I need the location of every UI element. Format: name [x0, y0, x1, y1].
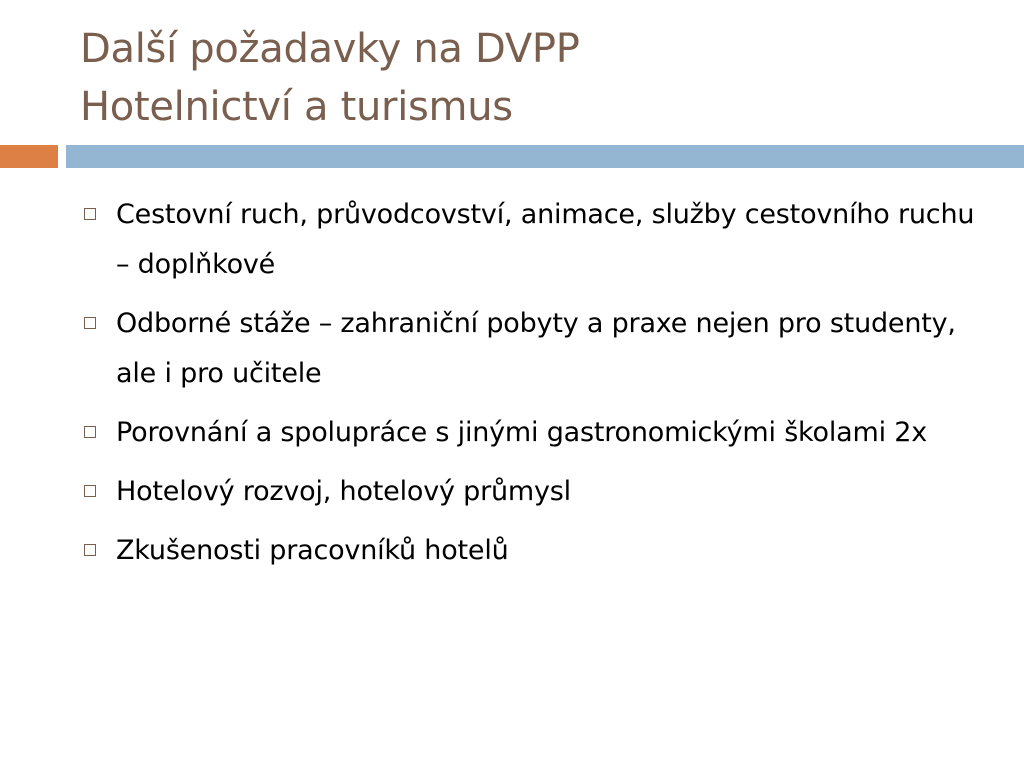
square-bullet-icon: [84, 426, 96, 438]
slide-title-line-2: Hotelnictví a turismus: [80, 84, 513, 130]
bullet-item: [80, 526, 980, 576]
bullet-text: Odborné stáže – zahraniční pobyty a praxe nejen pro studenty, ale i pro učitele: [116, 308, 956, 389]
square-bullet-icon: [84, 485, 96, 497]
slide-title: [80, 20, 980, 136]
square-bullet-icon: [84, 208, 96, 220]
square-bullet-icon: [84, 544, 96, 556]
accent-bar-blue: [66, 145, 1024, 168]
bullet-item: [80, 467, 980, 517]
bullet-item: [80, 299, 980, 399]
square-bullet-icon: [84, 317, 96, 329]
accent-bar-orange: [0, 145, 58, 168]
bullet-text: Zkušenosti pracovníků hotelů: [116, 535, 509, 566]
bullet-list: [80, 190, 980, 585]
bullet-item: [80, 408, 980, 458]
slide-title-line-1: Další požadavky na DVPP: [80, 26, 580, 72]
bullet-text: Hotelový rozvoj, hotelový průmysl: [116, 476, 571, 507]
bullet-text: Cestovní ruch, průvodcovství, animace, služby cestovního ruchu – doplňkové: [116, 199, 975, 280]
bullet-text: Porovnání a spolupráce s jinými gastronomickými školami 2x: [116, 417, 928, 448]
bullet-item: [80, 190, 980, 290]
